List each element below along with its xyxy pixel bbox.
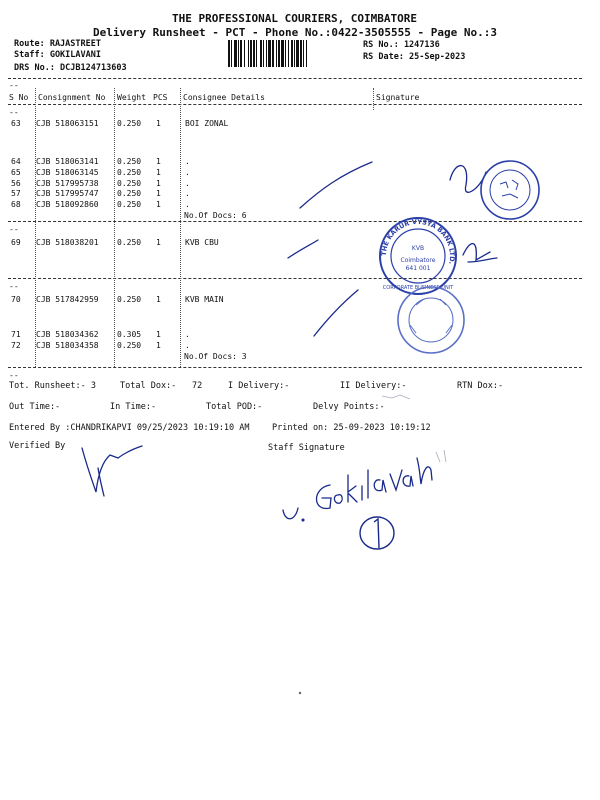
verifier-signature — [82, 446, 142, 492]
row-sno: 65 — [11, 168, 21, 177]
row-wt: 0.250 — [117, 168, 142, 177]
col-signature: Signature — [376, 93, 420, 102]
row-wt: 0.250 — [117, 341, 142, 350]
row-wt: 0.250 — [117, 119, 142, 128]
total-dox-value: 72 — [192, 381, 203, 391]
rtn-dox: RTN Dox:- — [457, 381, 504, 391]
receiver-signature — [463, 244, 497, 262]
total-dox-label: Total Dox:- — [120, 381, 177, 391]
row-sno: 69 — [11, 238, 21, 247]
dash-mark: -- — [9, 108, 19, 117]
stamp-unit: CORPORATE BUSINESS UNIT — [382, 285, 454, 291]
row-pcs: 1 — [156, 157, 161, 166]
dash-mark: -- — [9, 282, 19, 291]
row-cn: CJB 518034362 — [36, 330, 99, 339]
row-cn: CJB 518063145 — [36, 168, 99, 177]
total-runsheet: Tot. Runsheet:- 3 — [9, 381, 96, 391]
row-pcs: 1 — [156, 189, 161, 198]
drs-number: DRS No.: DCJB124713603 — [14, 63, 127, 73]
col-consignee: Consignee Details — [183, 93, 265, 102]
row-wt: 0.305 — [117, 330, 142, 339]
row-consignee: . — [185, 157, 190, 166]
row-pcs: 1 — [156, 341, 161, 350]
in-time: In Time:- — [110, 402, 157, 412]
row-cn: CJB 518034358 — [36, 341, 99, 350]
row-consignee: . — [185, 179, 190, 188]
row-cn: CJB 518063141 — [36, 157, 99, 166]
checkmark-stroke — [300, 162, 372, 208]
row-sno: 70 — [11, 295, 21, 304]
row-pcs: 1 — [156, 295, 161, 304]
doc-count: No.Of Docs: 3 — [184, 352, 247, 361]
row-consignee: . — [185, 341, 190, 350]
row-wt: 0.250 — [117, 295, 142, 304]
seal-stamp — [478, 158, 542, 222]
row-pcs: 1 — [156, 179, 161, 188]
row-cn: CJB 517842959 — [36, 295, 99, 304]
verifier-signature — [98, 468, 104, 496]
circled-number — [360, 517, 394, 549]
row-consignee: . — [185, 168, 190, 177]
verified-by: Verified By — [9, 441, 66, 451]
row-cn: CJB 517995747 — [36, 189, 99, 198]
col-consignment: Consignment No — [38, 93, 106, 102]
checkmark-stroke — [314, 290, 358, 336]
row-pcs: 1 — [156, 168, 161, 177]
row-cn: CJB 518092860 — [36, 200, 99, 209]
row-sno: 71 — [11, 330, 21, 339]
row-wt: 0.250 — [117, 200, 142, 209]
row-consignee: KVB MAIN — [185, 295, 224, 304]
printed-on: Printed on: 25-09-2023 10:19:12 — [272, 423, 431, 433]
dash-mark: -- — [9, 225, 19, 234]
row-consignee: . — [185, 200, 190, 209]
staff-signature-label: Staff Signature — [268, 443, 345, 453]
company-name: THE PROFESSIONAL COURIERS, COIMBATORE — [172, 12, 418, 25]
row-cn: CJB 518038201 — [36, 238, 99, 247]
stamp-city: Coimbatore — [400, 257, 436, 264]
runsheet-subtitle: Delivery Runsheet - PCT - Phone No.:0422-3505555 - Page No.:3 — [93, 26, 497, 39]
row-wt: 0.250 — [117, 238, 142, 247]
row-cn: CJB 518063151 — [36, 119, 99, 128]
row-wt: 0.250 — [117, 157, 142, 166]
col-pcs: PCS — [153, 93, 168, 102]
row-pcs: 1 — [156, 238, 161, 247]
staff-handwriting — [283, 458, 432, 521]
ii-delivery: II Delivery:- — [340, 381, 407, 391]
row-sno: 56 — [11, 179, 21, 188]
row-consignee: . — [185, 330, 190, 339]
row-consignee: KVB CBU — [185, 238, 219, 247]
stamp-logo: KVB — [411, 245, 425, 252]
barcode — [228, 40, 356, 67]
stamp-bank-name: THE KARUR VYSYA BANK LTD. — [379, 217, 457, 266]
row-consignee: BOI ZONAL — [185, 119, 229, 128]
dash-mark: -- — [9, 81, 19, 90]
col-weight: Weight — [117, 93, 146, 102]
stamp-pin: 641 001 — [405, 265, 431, 272]
row-sno: 68 — [11, 200, 21, 209]
checkmark-stroke — [288, 240, 318, 258]
row-wt: 0.250 — [117, 189, 142, 198]
rs-date: RS Date: 25-Sep-2023 — [363, 52, 466, 62]
row-pcs: 1 — [156, 330, 161, 339]
row-pcs: 1 — [156, 119, 161, 128]
bank-stamp-faint — [396, 285, 466, 355]
staff-label: Staff: GOKILAVANI — [14, 50, 101, 60]
row-sno: 72 — [11, 341, 21, 350]
col-sno: S No — [9, 93, 29, 102]
row-sno: 63 — [11, 119, 21, 128]
i-delivery: I Delivery:- — [228, 381, 290, 391]
row-wt: 0.250 — [117, 179, 142, 188]
delvy-points: Delvy Points:- — [313, 402, 385, 412]
doc-count: No.Of Docs: 6 — [184, 211, 247, 220]
dash-mark: -- — [9, 371, 19, 380]
out-time: Out Time:- — [9, 402, 61, 412]
row-sno: 64 — [11, 157, 21, 166]
row-pcs: 1 — [156, 200, 161, 209]
entered-by: Entered By :CHANDRIKAPVI 09/25/2023 10:19:10 AM — [9, 423, 250, 433]
route-label: Route: RAJASTREET — [14, 39, 101, 49]
bank-stamp — [378, 216, 458, 296]
row-cn: CJB 517995738 — [36, 179, 99, 188]
row-sno: 57 — [11, 189, 21, 198]
total-pod: Total POD:- — [206, 402, 263, 412]
rs-number: RS No.: 1247136 — [363, 40, 440, 50]
row-consignee: . — [185, 189, 190, 198]
